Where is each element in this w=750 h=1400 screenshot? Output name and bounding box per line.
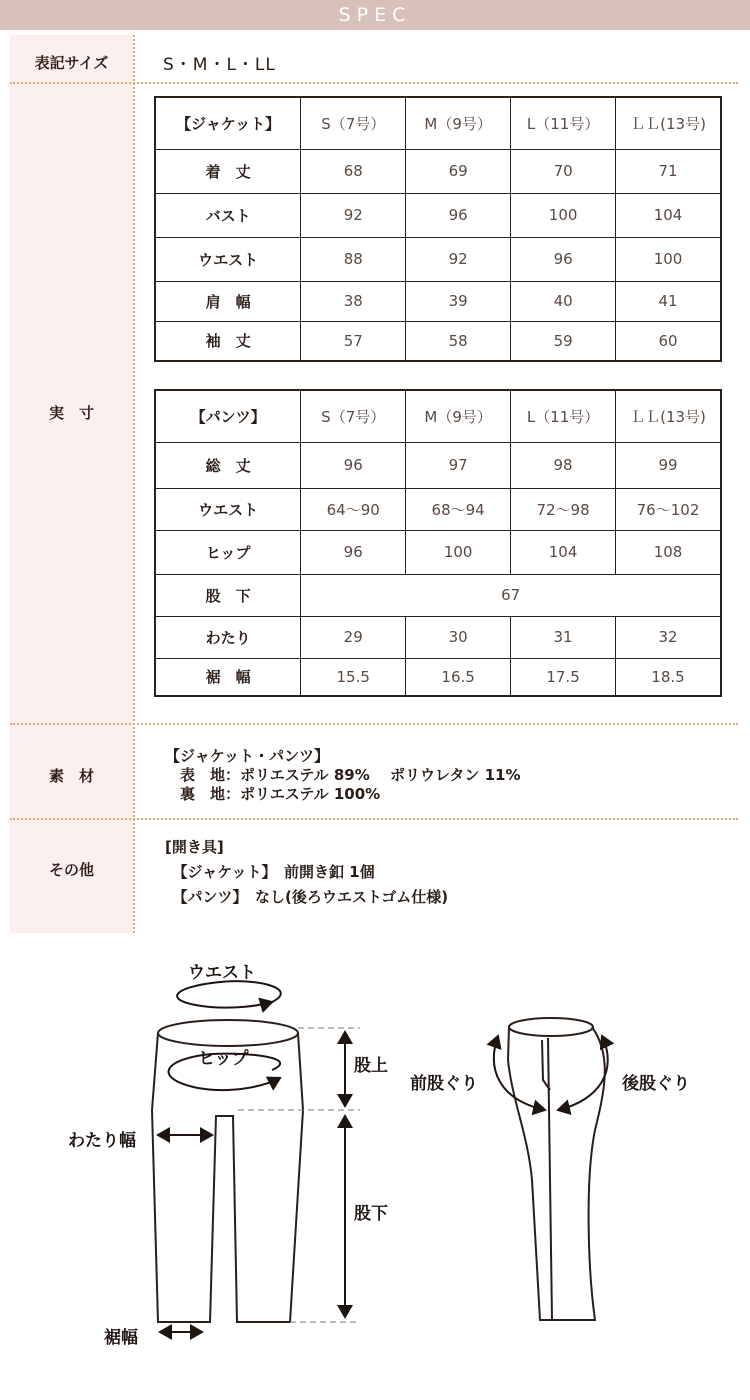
side-seam (548, 1038, 552, 1320)
other-pants: 【パンツ】 なし(後ろウエストゴム仕様) (165, 888, 449, 906)
table-header-size: ＬＬ(13号) (616, 390, 721, 442)
spec-header: SPEC (0, 0, 750, 30)
other-label: その他 (48, 861, 94, 879)
table-cell: 60 (616, 321, 721, 361)
table-cell: 104 (616, 193, 721, 237)
table-cell: 38 (301, 281, 406, 321)
waist-arrow (177, 981, 281, 1008)
diagram-front-rise-label: 前股ぐり (410, 1074, 478, 1094)
diagram-thigh-label: わたり幅 (68, 1131, 136, 1151)
jacket-size-table (154, 96, 722, 362)
material-lining: 裏 地：ポリエステル 100% (165, 785, 381, 803)
table-cell: 39 (406, 281, 511, 321)
other-heading: [開き具] (165, 838, 224, 856)
table-cell: 18.5 (616, 658, 721, 696)
table-cell: 40 (511, 281, 616, 321)
table-cell: 92 (406, 237, 511, 281)
row-header: わたり (155, 616, 301, 658)
table-cell: 59 (511, 321, 616, 361)
table-cell: 30 (406, 616, 511, 658)
table-cell: 58 (406, 321, 511, 361)
material-outer: 表 地：ポリエステル 89% ポリウレタン 11% (165, 766, 521, 784)
size-value: S・M・L・LL (163, 55, 276, 75)
table-header-jacket: 【ジャケット】 (155, 97, 301, 149)
table-cell: 96 (301, 530, 406, 574)
table-row (155, 488, 721, 530)
table-cell: 108 (616, 530, 721, 574)
table-row (155, 321, 721, 361)
table-row (155, 442, 721, 488)
table-cell: 29 (301, 616, 406, 658)
table-header-size: L（11号） (511, 390, 616, 442)
table-cell: 70 (511, 149, 616, 193)
table-cell: 100 (616, 237, 721, 281)
material-title: 【ジャケット・パンツ】 (165, 747, 329, 765)
table-cell: 32 (616, 616, 721, 658)
row-header: 着 丈 (155, 149, 301, 193)
table-row (155, 281, 721, 321)
diagram-inseam-label: 股下 (354, 1204, 388, 1224)
side-waist-opening (509, 1018, 593, 1036)
table-cell: 76〜102 (616, 488, 721, 530)
row-header: 総 丈 (155, 442, 301, 488)
divider-line (10, 818, 738, 820)
table-header-row (155, 390, 721, 442)
table-cell: 16.5 (406, 658, 511, 696)
table-cell: 68 (301, 149, 406, 193)
table-cell: 104 (511, 530, 616, 574)
table-cell: 96 (301, 442, 406, 488)
table-header-pants: 【パンツ】 (155, 390, 301, 442)
row-header: 肩 幅 (155, 281, 301, 321)
table-cell: 96 (406, 193, 511, 237)
table-cell: 100 (511, 193, 616, 237)
table-cell: 71 (616, 149, 721, 193)
table-cell-merged: 67 (301, 574, 721, 616)
diagram-back-rise-label: 後股ぐり (622, 1074, 690, 1094)
table-row (155, 658, 721, 696)
row-header: 股 下 (155, 574, 301, 616)
back-rise-arrow (558, 1036, 608, 1110)
row-header: ウエスト (155, 237, 301, 281)
table-row (155, 616, 721, 658)
pants-size-table (154, 389, 722, 697)
divider-line (10, 723, 738, 725)
left-label-column (10, 35, 133, 933)
divider-line (10, 82, 738, 84)
row-header: ウエスト (155, 488, 301, 530)
front-rise-arrow (494, 1036, 545, 1110)
other-jacket: 【ジャケット】 前開き釦 1個 (165, 863, 375, 881)
measure-label: 実 寸 (48, 404, 94, 422)
table-cell: 57 (301, 321, 406, 361)
table-cell: 98 (511, 442, 616, 488)
diagram-waist-label: ウエスト (188, 963, 256, 983)
side-pants-outline (508, 1027, 605, 1320)
table-header-size: S（7号） (301, 97, 406, 149)
table-row (155, 149, 721, 193)
table-cell: 72〜98 (511, 488, 616, 530)
waist-opening (158, 1020, 298, 1046)
table-cell: 64〜90 (301, 488, 406, 530)
table-cell: 96 (511, 237, 616, 281)
row-header: バスト (155, 193, 301, 237)
row-header: 裾 幅 (155, 658, 301, 696)
column-divider (133, 35, 135, 933)
diagram-rise-label: 股上 (354, 1056, 388, 1076)
size-label: 表記サイズ (34, 54, 109, 72)
table-row (155, 574, 721, 616)
table-cell: 68〜94 (406, 488, 511, 530)
side-pants-illustration (508, 1018, 605, 1320)
row-header: 袖 丈 (155, 321, 301, 361)
table-cell: 100 (406, 530, 511, 574)
table-header-size: ＬＬ(13号) (616, 97, 721, 149)
material-label: 素 材 (48, 767, 94, 785)
table-cell: 92 (301, 193, 406, 237)
table-cell: 88 (301, 237, 406, 281)
table-cell: 31 (511, 616, 616, 658)
pants-outline (152, 1033, 303, 1322)
diagram-hip-label: ヒップ (198, 1049, 249, 1069)
table-row (155, 530, 721, 574)
diagram-hem-label: 裾幅 (104, 1328, 138, 1348)
table-row (155, 193, 721, 237)
table-cell: 97 (406, 442, 511, 488)
table-header-size: L（11号） (511, 97, 616, 149)
table-header-size: M（9号） (406, 97, 511, 149)
table-cell: 41 (616, 281, 721, 321)
table-cell: 69 (406, 149, 511, 193)
table-row (155, 237, 721, 281)
row-header: ヒップ (155, 530, 301, 574)
table-header-size: S（7号） (301, 390, 406, 442)
table-cell: 15.5 (301, 658, 406, 696)
table-header-size: M（9号） (406, 390, 511, 442)
table-header-row (155, 97, 721, 149)
table-cell: 17.5 (511, 658, 616, 696)
table-cell: 99 (616, 442, 721, 488)
